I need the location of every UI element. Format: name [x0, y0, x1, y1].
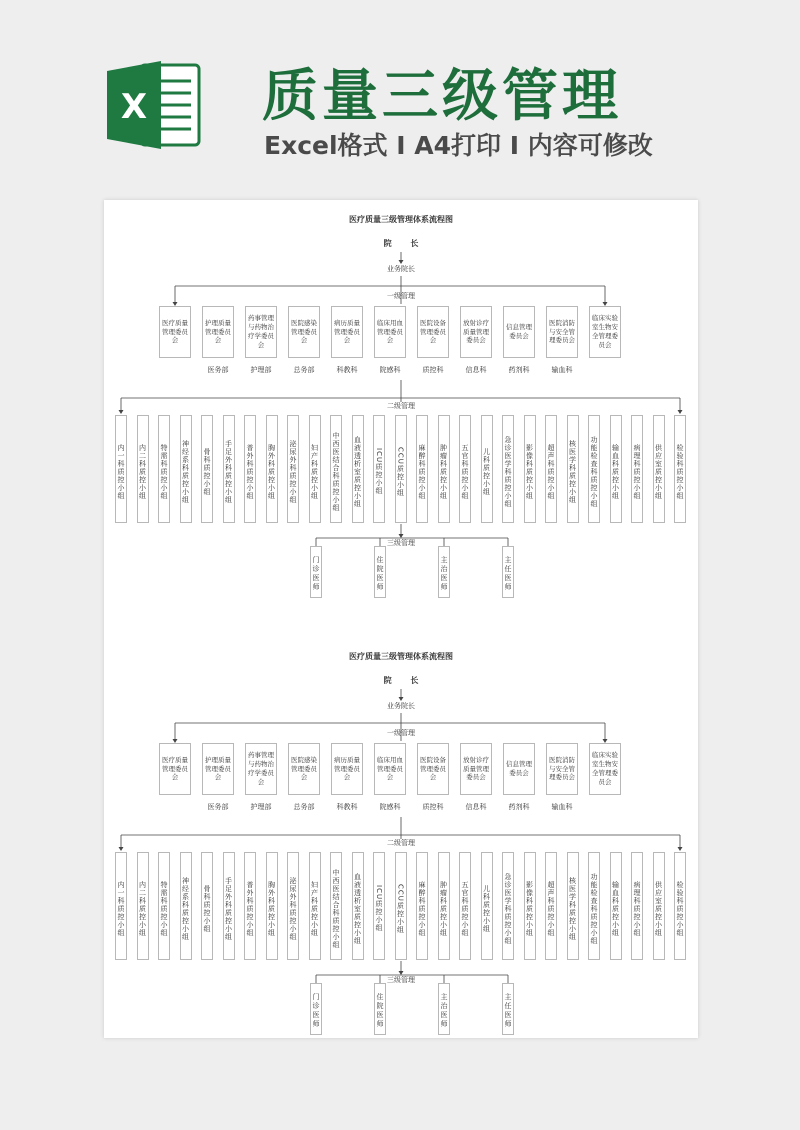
level3-role-box: 主治医师 [438, 983, 450, 1035]
level3-stem-arrow [399, 971, 404, 975]
level1-label: 一级管理 [387, 729, 415, 737]
page-title: 质量三级管理 [262, 64, 622, 129]
level2-group-box: 胸外科质控小组 [266, 415, 278, 523]
level1-committee-box: 医院设备管理委员会 [417, 743, 449, 795]
logo-letter: X [120, 87, 148, 127]
level3-label: 三级管理 [387, 976, 415, 984]
level3-role-box: 主治医师 [438, 546, 450, 598]
level2-group-box: 普外科质控小组 [244, 852, 256, 960]
level3-role-box: 门诊医师 [310, 983, 322, 1035]
level2-group-box: 血液透析室质控小组 [352, 415, 364, 523]
department-label: 信息科 [465, 803, 487, 811]
level2-group-box: 妇产科质控小组 [309, 415, 321, 523]
level2-arrow-right [678, 410, 683, 414]
department-label: 护理部 [250, 366, 272, 374]
dean-node: 院 长 [383, 676, 427, 685]
level3-label: 三级管理 [387, 539, 415, 547]
level1-committee-box: 药事管理与药物治疗学委员会 [245, 306, 277, 358]
department-label: 科教科 [336, 366, 358, 374]
connector-lines [104, 200, 698, 620]
department-label: 信息科 [465, 366, 487, 374]
level2-group-box: 内二科质控小组 [137, 415, 149, 523]
department-label: 科教科 [336, 803, 358, 811]
vice-dean-node: 业务院长 [387, 702, 415, 710]
level2-group-box: 手足外科质控小组 [223, 852, 235, 960]
level2-group-box: 妇产科质控小组 [309, 852, 321, 960]
level1-committee-box: 放射诊疗质量管理委员会 [460, 306, 492, 358]
level3-role-box: 主任医师 [502, 983, 514, 1035]
level1-committee-box: 放射诊疗质量管理委员会 [460, 743, 492, 795]
level2-group-box: 内一科质控小组 [115, 852, 127, 960]
department-label: 总务部 [293, 803, 315, 811]
level2-arrow-left [119, 410, 124, 414]
level1-committee-box: 临床用血管理委员会 [374, 743, 406, 795]
level2-group-box: 儿科质控小组 [481, 852, 493, 960]
department-label: 药剂科 [508, 366, 530, 374]
level2-group-box: 骨科质控小组 [201, 852, 213, 960]
level1-committee-box: 临床实验室生物安全管理委员会 [589, 743, 621, 795]
department-label: 总务部 [293, 366, 315, 374]
department-label: 院感科 [379, 366, 401, 374]
level2-group-box: 病理科质控小组 [631, 852, 643, 960]
level2-group-box: 血液透析室质控小组 [352, 852, 364, 960]
department-label: 质控科 [422, 803, 444, 811]
level1-committee-box: 医院感染管理委员会 [288, 306, 320, 358]
department-label: 输血科 [551, 803, 573, 811]
level2-group-box: 功能检查科质控小组 [588, 415, 600, 523]
level1-committee-box: 医疗质量管理委员会 [159, 306, 191, 358]
level2-group-box: 手足外科质控小组 [223, 415, 235, 523]
level2-group-box: 五官科质控小组 [459, 852, 471, 960]
level2-group-box: 肿瘤科质控小组 [438, 415, 450, 523]
level2-group-box: 胸外科质控小组 [266, 852, 278, 960]
level1-committee-box: 病历质量管理委员会 [331, 743, 363, 795]
level2-group-box: 急诊医学科质控小组 [502, 852, 514, 960]
level2-group-box: 功能检查科质控小组 [588, 852, 600, 960]
level2-group-box: 急诊医学科质控小组 [502, 415, 514, 523]
level2-group-box: 检验科质控小组 [674, 415, 686, 523]
department-label: 质控科 [422, 366, 444, 374]
flowchart-copy-1 [104, 200, 698, 620]
level2-group-box: 中西医结合科质控小组 [330, 852, 342, 960]
level1-committee-box: 临床实验室生物安全管理委员会 [589, 306, 621, 358]
level2-arrow-right [678, 847, 683, 851]
level2-label: 二级管理 [387, 402, 415, 410]
level2-group-box: CCU质控小组 [395, 852, 407, 960]
level2-group-box: 超声科质控小组 [545, 415, 557, 523]
diagram-title: 医疗质量三级管理体系流程图 [349, 215, 453, 224]
level1-committee-box: 药事管理与药物治疗学委员会 [245, 743, 277, 795]
level1-committee-box: 信息管理委员会 [503, 743, 535, 795]
dean-node: 院 长 [383, 239, 427, 248]
level2-group-box: 神经系科质控小组 [180, 852, 192, 960]
dean-to-vice-arrow [399, 697, 404, 701]
level2-group-box: 特需科质控小组 [158, 415, 170, 523]
level3-role-box: 住院医师 [374, 983, 386, 1035]
level1-committee-box: 护理质量管理委员会 [202, 306, 234, 358]
level2-group-box: 麻醉科质控小组 [416, 415, 428, 523]
department-label: 医务部 [207, 803, 229, 811]
document-page [104, 200, 698, 1038]
level1-committee-box: 医院消防与安全管理委员会 [546, 743, 578, 795]
department-label: 输血科 [551, 366, 573, 374]
excel-logo-icon [103, 55, 203, 155]
department-label: 医务部 [207, 366, 229, 374]
level2-group-box: 输血科质控小组 [610, 415, 622, 523]
level2-group-box: 核医学科质控小组 [567, 852, 579, 960]
level2-group-box: 供应室质控小组 [653, 852, 665, 960]
level2-group-box: 影像科质控小组 [524, 852, 536, 960]
department-label: 院感科 [379, 803, 401, 811]
level2-group-box: 麻醉科质控小组 [416, 852, 428, 960]
level1-committee-box: 临床用血管理委员会 [374, 306, 406, 358]
level2-group-box: ICU质控小组 [373, 852, 385, 960]
level2-group-box: 中西医结合科质控小组 [330, 415, 342, 523]
level2-group-box: 五官科质控小组 [459, 415, 471, 523]
level3-stem-arrow [399, 534, 404, 538]
flowchart-copy-2 [104, 637, 698, 1057]
department-label: 药剂科 [508, 803, 530, 811]
level2-group-box: 泌尿外科质控小组 [287, 852, 299, 960]
level2-group-box: 病理科质控小组 [631, 415, 643, 523]
level2-arrow-left [119, 847, 124, 851]
department-label: 护理部 [250, 803, 272, 811]
level2-group-box: 特需科质控小组 [158, 852, 170, 960]
level1-label: 一级管理 [387, 292, 415, 300]
level2-group-box: CCU质控小组 [395, 415, 407, 523]
level1-committee-box: 医院消防与安全管理委员会 [546, 306, 578, 358]
level2-group-box: 超声科质控小组 [545, 852, 557, 960]
level1-committee-box: 医院感染管理委员会 [288, 743, 320, 795]
level1-committee-box: 医疗质量管理委员会 [159, 743, 191, 795]
level2-group-box: 供应室质控小组 [653, 415, 665, 523]
level2-group-box: 肿瘤科质控小组 [438, 852, 450, 960]
page-subtitle: Excel格式 I A4打印 I 内容可修改 [264, 131, 653, 160]
level1-committee-box: 信息管理委员会 [503, 306, 535, 358]
level2-group-box: 普外科质控小组 [244, 415, 256, 523]
level2-label: 二级管理 [387, 839, 415, 847]
level3-role-box: 住院医师 [374, 546, 386, 598]
level2-group-box: 神经系科质控小组 [180, 415, 192, 523]
level2-group-box: 检验科质控小组 [674, 852, 686, 960]
level2-group-box: 内二科质控小组 [137, 852, 149, 960]
level3-role-box: 主任医师 [502, 546, 514, 598]
level1-committee-box: 医院设备管理委员会 [417, 306, 449, 358]
level2-group-box: 泌尿外科质控小组 [287, 415, 299, 523]
level2-group-box: 内一科质控小组 [115, 415, 127, 523]
level2-group-box: 输血科质控小组 [610, 852, 622, 960]
dean-to-vice-arrow [399, 260, 404, 264]
level2-group-box: ICU质控小组 [373, 415, 385, 523]
level3-role-box: 门诊医师 [310, 546, 322, 598]
level1-committee-box: 护理质量管理委员会 [202, 743, 234, 795]
banner-header [0, 0, 800, 200]
connector-lines [104, 637, 698, 1057]
vice-dean-node: 业务院长 [387, 265, 415, 273]
level2-group-box: 儿科质控小组 [481, 415, 493, 523]
level2-group-box: 影像科质控小组 [524, 415, 536, 523]
level1-committee-box: 病历质量管理委员会 [331, 306, 363, 358]
level2-group-box: 核医学科质控小组 [567, 415, 579, 523]
level2-group-box: 骨科质控小组 [201, 415, 213, 523]
diagram-title: 医疗质量三级管理体系流程图 [349, 652, 453, 661]
